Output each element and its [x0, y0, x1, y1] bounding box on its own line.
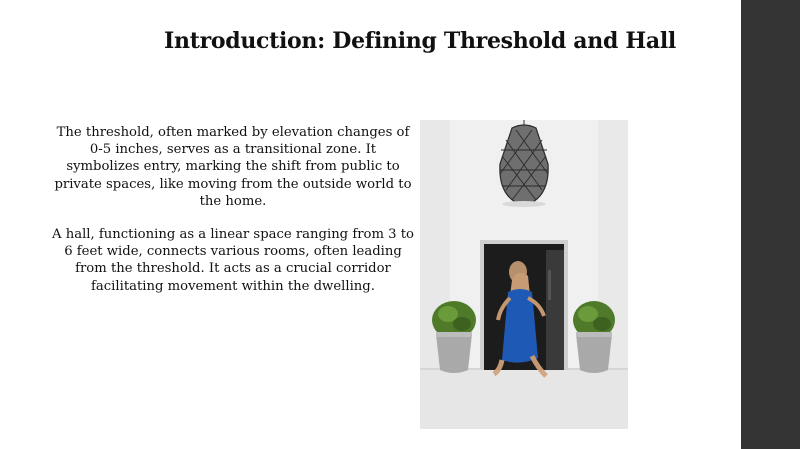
- side-bar: [741, 0, 800, 449]
- right-planter: [573, 301, 615, 373]
- body-text: [52, 124, 414, 311]
- slide-title: Introduction: Defining Threshold and Hall: [164, 28, 676, 54]
- paragraph-threshold: The threshold, often marked by elevation changes of 0-5 inches, serves as a transitional zone. It symbolizes entry, marking the shift from public to private spaces, like moving from the outside world to the home.: [54, 125, 412, 209]
- entrance-photo: [420, 120, 628, 429]
- paragraph-hall: A hall, functioning as a linear space ranging from 3 to 6 feet wide, connects various rooms, often leading from the threshold. It acts as a crucial corridor facilitating movement within the dwelling.: [52, 227, 414, 294]
